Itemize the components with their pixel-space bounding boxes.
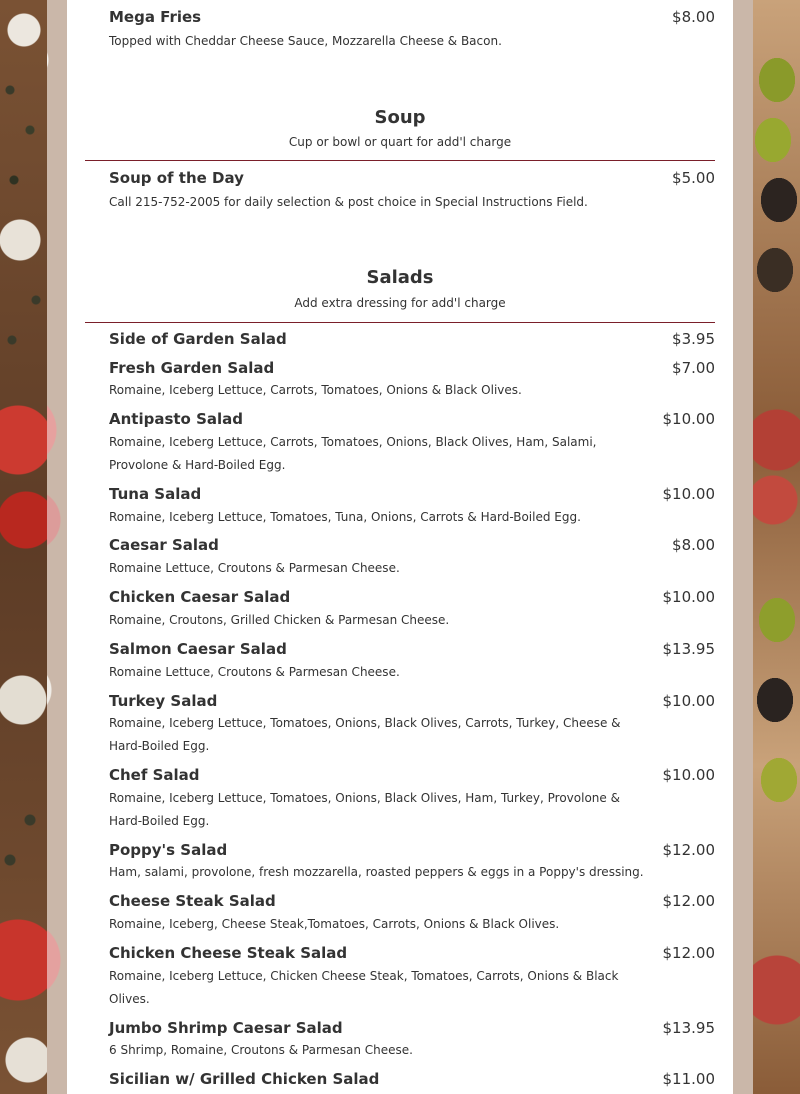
- item-name: Antipasto Salad: [109, 410, 244, 428]
- item-price: $11.00: [662, 1070, 715, 1088]
- item-name: Sicilian w/ Grilled Chicken Salad: [109, 1070, 380, 1088]
- item-description: Topped with Cheddar Cheese Sauce, Mozzarella Cheese & Bacon.: [109, 34, 502, 48]
- item-description: Romaine, Iceberg Lettuce, Carrots, Tomatoes, Onions, Black Olives, Ham, Salami, Provolone & Hard-Boiled Egg.: [109, 435, 597, 472]
- item-price: $10.00: [662, 588, 715, 606]
- section-title-soup: Soup: [374, 107, 426, 128]
- item-price: $10.00: [662, 766, 715, 784]
- item-description: Romaine, Iceberg Lettuce, Tomatoes, Tuna, Onions, Carrots & Hard-Boiled Egg.: [109, 510, 581, 524]
- item-description: 6 Shrimp, Romaine, Croutons & Parmesan Cheese.: [109, 1043, 413, 1057]
- item-price: $10.00: [662, 485, 715, 503]
- item-description: Romaine, Iceberg, Cheese Steak,Tomatoes, Carrots, Onions & Black Olives.: [109, 917, 560, 931]
- item-name: Side of Garden Salad: [109, 330, 287, 348]
- item-description: Romaine, Iceberg Lettuce, Tomatoes, Onions, Black Olives, Ham, Turkey, Provolone & Hard-Boiled Egg.: [109, 791, 620, 828]
- item-name: Jumbo Shrimp Caesar Salad: [109, 1019, 343, 1037]
- item-price: $8.00: [672, 536, 715, 554]
- item-price: $12.00: [662, 841, 715, 859]
- item-description: Romaine Lettuce, Croutons & Parmesan Cheese.: [109, 561, 400, 575]
- background-right-food-photo: [753, 0, 800, 1094]
- item-name: Salmon Caesar Salad: [109, 640, 287, 658]
- background-left-food-photo: [0, 0, 47, 1094]
- section-divider-salads: [85, 322, 715, 323]
- item-name: Chicken Cheese Steak Salad: [109, 944, 348, 962]
- item-price: $13.95: [662, 640, 715, 658]
- item-name: Mega Fries: [109, 8, 202, 26]
- item-description: Romaine, Iceberg Lettuce, Tomatoes, Onions, Black Olives, Carrots, Turkey, Cheese & Hard-Boiled Egg.: [109, 716, 621, 753]
- item-description: Romaine, Iceberg Lettuce, Chicken Cheese Steak, Tomatoes, Carrots, Onions & Black Olives.: [109, 969, 619, 1006]
- item-price: $13.95: [662, 1019, 715, 1037]
- item-price: $5.00: [672, 169, 715, 187]
- section-subtitle-soup: Cup or bowl or quart for add'l charge: [288, 135, 512, 149]
- item-name: Caesar Salad: [109, 536, 219, 554]
- item-price: $7.00: [672, 359, 715, 377]
- item-price: $10.00: [662, 692, 715, 710]
- item-price: $3.95: [672, 330, 715, 348]
- item-name: Cheese Steak Salad: [109, 892, 276, 910]
- item-name: Poppy's Salad: [109, 841, 228, 859]
- item-name: Tuna Salad: [109, 485, 202, 503]
- item-name: Chicken Caesar Salad: [109, 588, 291, 606]
- item-description: Call 215-752-2005 for daily selection & post choice in Special Instructions Field.: [109, 195, 588, 209]
- item-price: $8.00: [672, 8, 715, 26]
- item-name: Fresh Garden Salad: [109, 359, 275, 377]
- item-price: $12.00: [662, 944, 715, 962]
- section-divider-soup: [85, 160, 715, 161]
- item-description: Ham, salami, provolone, fresh mozzarella, roasted peppers & eggs in a Poppy's dressing.: [109, 865, 644, 879]
- item-price: $12.00: [662, 892, 715, 910]
- item-name: Turkey Salad: [109, 692, 218, 710]
- item-price: $10.00: [662, 410, 715, 428]
- section-subtitle-salads: Add extra dressing for add'l charge: [294, 296, 506, 310]
- section-title-salads: Salads: [366, 267, 434, 288]
- item-description: Romaine, Croutons, Grilled Chicken & Parmesan Cheese.: [109, 613, 450, 627]
- item-name: Chef Salad: [109, 766, 200, 784]
- item-description: Romaine, Iceberg Lettuce, Carrots, Tomatoes, Onions & Black Olives.: [109, 383, 522, 397]
- item-name: Soup of the Day: [109, 169, 244, 187]
- item-description: Romaine Lettuce, Croutons & Parmesan Cheese.: [109, 665, 400, 679]
